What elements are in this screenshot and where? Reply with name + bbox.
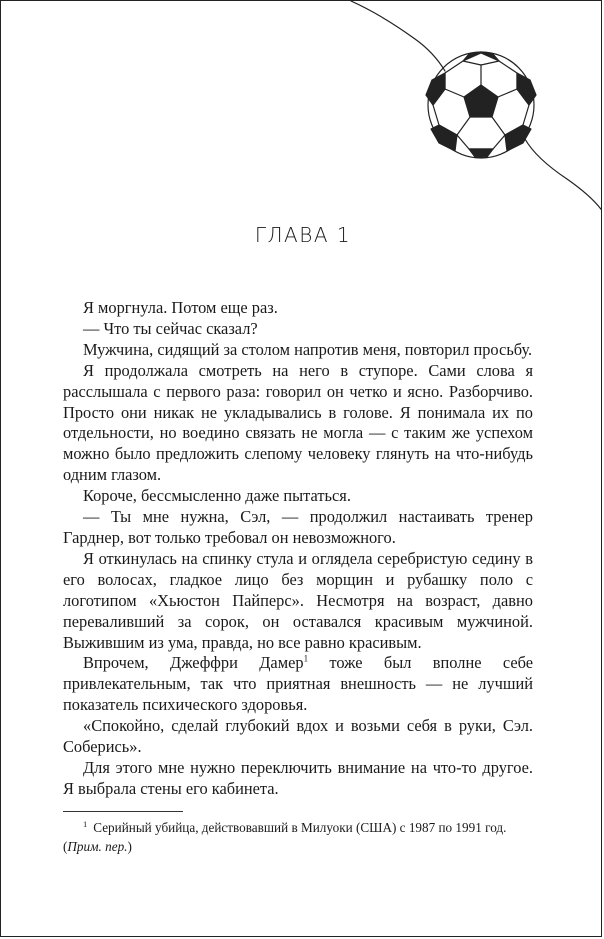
paragraph-text: Впрочем, Джеффри Дамер: [83, 653, 304, 673]
paragraph: Мужчина, сидящий за столом напротив меня, повторил просьбу.: [83, 339, 533, 359]
footnote-body: [63, 818, 533, 856]
chapter-title: ГЛАВА 1: [254, 223, 352, 247]
paragraph: — Что ты сейчас сказал?: [83, 318, 258, 338]
footnote-close: ): [127, 839, 132, 854]
footnote-number: 1: [83, 818, 88, 829]
paragraph: — Ты мне нужна, Сэл, — продолжил настаивать тренер Гарднер, вот только требовал он невозможного.: [63, 507, 533, 547]
paragraph: Я откинулась на спинку стула и оглядела серебристую седину в его волосах, гладкое лицо без морщин и рубашку поло с логотипом «Хьюстон Пайперс». Несмотря на возраст, давно переваливший за сорок, он оставался красивым мужчиной. Выжившим из ума, правда, но все равно красивым.: [63, 548, 533, 652]
footnote-text: Серийный убийца, действовавший в Милуоки (США) с 1987 по 1991 год. (: [63, 820, 507, 854]
chapter-body: [63, 298, 533, 800]
paragraph-text: тоже был вполне себе привлекательным, так что приятная внешность — не лучший показатель психического здоровья.: [63, 653, 534, 715]
footnote-marker[interactable]: 1: [303, 653, 309, 664]
paragraph-with-footnote: [63, 653, 533, 716]
paragraph: Для этого мне нужно переключить внимание на что-то другое. Я выбрала стены его кабинета.: [63, 757, 533, 798]
footnote-divider: [63, 811, 183, 812]
paragraph: Я моргнула. Потом еще раз.: [83, 298, 278, 317]
paragraph: «Спокойно, сделай глубокий вдох и возьми себя в руки, Сэл. Соберись».: [63, 716, 533, 757]
translator-note: Прим. пер.: [67, 839, 128, 854]
paragraph: Я продолжала смотреть на него в ступоре. Сами слова я расслышала с первого раза: говорил он четко и ясно. Разборчиво. Просто они никак не укладывались в голове. Я понимала их по отдельности, но воедино связать не могла — с таким же успехом можно было предложить слепому человеку глянуть на что-нибудь одним глазом.: [63, 360, 533, 485]
paragraph: Короче, бессмысленно даже пытаться.: [83, 486, 351, 506]
footnote: [63, 818, 533, 856]
